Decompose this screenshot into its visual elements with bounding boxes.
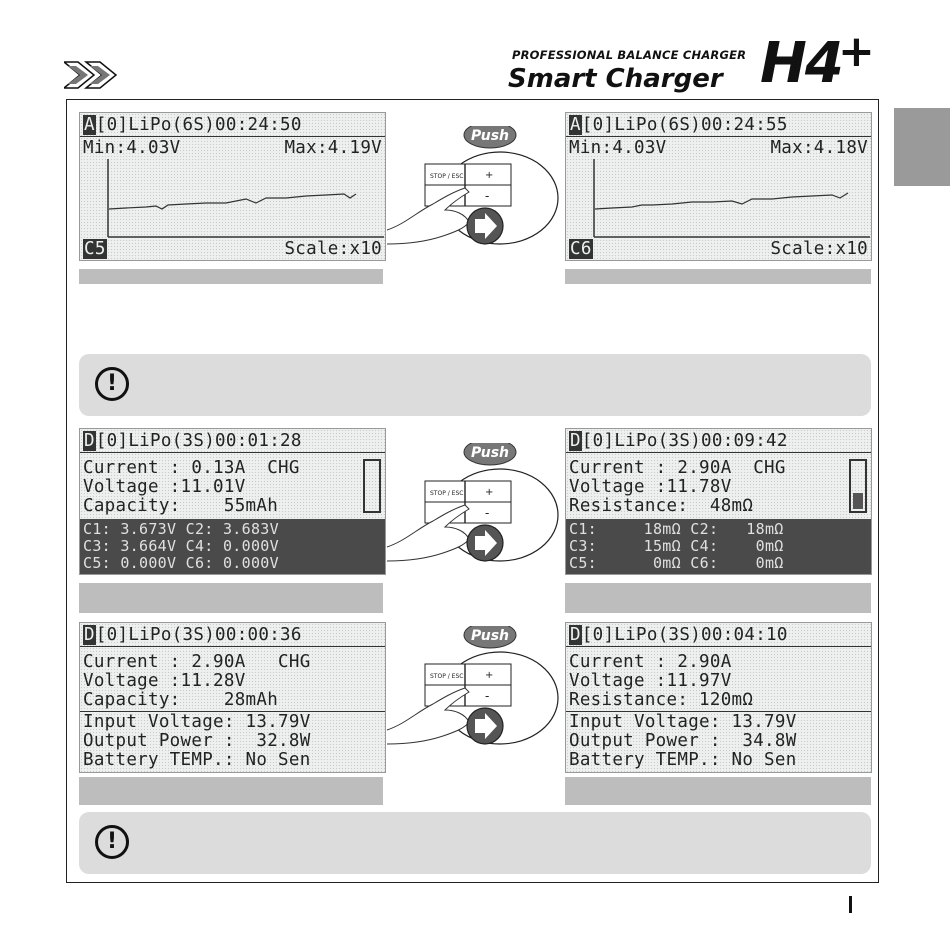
- input-voltage-line: Input Voltage: 13.79V: [83, 712, 311, 732]
- svg-text:-: -: [485, 189, 490, 203]
- min-voltage: Min:4.03V: [569, 138, 667, 158]
- push-label: Push: [470, 628, 510, 644]
- capacity-line: Capacity: 28mAh: [83, 690, 279, 710]
- min-voltage: Min:4.03V: [83, 138, 181, 158]
- brand-title: Smart Charger: [508, 64, 723, 94]
- battery-level-icon: [849, 459, 867, 513]
- screen-title: [0]LiPo(6S)00:24:50: [95, 115, 302, 135]
- cell-resistance-row: C3: 15mΩ C4: 0mΩ: [569, 537, 784, 555]
- battery-temp-line: Battery TEMP.: No Sen: [569, 750, 797, 770]
- capacity-line: Capacity: 55mAh: [83, 496, 279, 516]
- exclamation-circle-icon: !: [95, 825, 129, 859]
- svg-text:STOP / ESC: STOP / ESC: [430, 173, 464, 180]
- channel-badge: D: [84, 431, 95, 451]
- voltage-line: Voltage :11.01V: [83, 477, 246, 497]
- brand-model-plus: +: [838, 26, 875, 77]
- caption-bar: [79, 583, 383, 613]
- push-label: Push: [470, 445, 510, 461]
- channel-badge: A: [570, 115, 581, 135]
- voltage-line: Voltage :11.78V: [569, 477, 732, 497]
- channel-badge: D: [84, 625, 95, 645]
- cell-resistance-row: C5: 0mΩ C6: 0mΩ: [569, 554, 784, 572]
- note-box: [79, 812, 871, 874]
- svg-text:+: +: [485, 487, 494, 498]
- channel-badge: D: [570, 431, 581, 451]
- cell-voltage-row: C3: 3.664V C4: 0.000V: [83, 537, 279, 555]
- lcd-screen-cell-voltages: [79, 428, 386, 575]
- caption-bar: [79, 269, 383, 284]
- caption-bar: [565, 269, 871, 284]
- input-voltage-line: Input Voltage: 13.79V: [569, 712, 797, 732]
- voltage-graph: [106, 159, 384, 239]
- output-power-line: Output Power : 34.8W: [569, 731, 797, 751]
- voltage-graph: [592, 159, 870, 239]
- brand-subtitle: PROFESSIONAL BALANCE CHARGER: [512, 48, 747, 62]
- voltage-line: Voltage :11.28V: [83, 671, 246, 691]
- screen-title: [0]LiPo(3S)00:01:28: [95, 431, 302, 451]
- cell-voltage-row: C5: 0.000V C6: 0.000V: [83, 554, 279, 572]
- svg-text:-: -: [485, 506, 490, 520]
- push-button-illustration: [385, 626, 565, 766]
- battery-level-icon: [363, 459, 381, 513]
- svg-text:+: +: [485, 670, 494, 681]
- screen-title: [0]LiPo(3S)00:09:42: [581, 431, 788, 451]
- screen-title: [0]LiPo(6S)00:24:55: [581, 115, 788, 135]
- lcd-screen-cell-resistance: [565, 428, 872, 575]
- lcd-screen-input-output-resistance: [565, 622, 872, 773]
- scale-label: Scale:x10: [770, 239, 868, 259]
- svg-text:-: -: [485, 689, 490, 703]
- caption-bar: [565, 777, 871, 805]
- double-chevron-icon: [64, 60, 126, 90]
- cell-badge: C5: [84, 239, 106, 259]
- brand-model: H4: [760, 31, 842, 96]
- exclamation-circle-icon: !: [95, 367, 129, 401]
- lcd-screen-input-output: [79, 622, 386, 773]
- page-number-mark: [849, 896, 852, 913]
- note-box: [79, 354, 871, 416]
- push-label: Push: [470, 128, 510, 144]
- battery-temp-line: Battery TEMP.: No Sen: [83, 750, 311, 770]
- screen-title: [0]LiPo(3S)00:04:10: [581, 625, 788, 645]
- cell-badge: C6: [570, 239, 592, 259]
- current-line: Current : 2.90A: [569, 652, 732, 672]
- section-tab: [894, 108, 950, 186]
- lcd-screen-graph-left: [79, 112, 386, 261]
- current-line: Current : 2.90A CHG: [83, 652, 311, 672]
- channel-badge: D: [570, 625, 581, 645]
- current-line: Current : 0.13A CHG: [83, 458, 300, 478]
- screen-title: [0]LiPo(3S)00:00:36: [95, 625, 302, 645]
- push-button-illustration: [385, 443, 565, 583]
- resistance-line: Resistance: 120mΩ: [569, 690, 754, 710]
- current-line: Current : 2.90A CHG: [569, 458, 786, 478]
- output-power-line: Output Power : 32.8W: [83, 731, 311, 751]
- svg-text:STOP / ESC: STOP / ESC: [430, 673, 464, 680]
- cell-resistance-row: C1: 18mΩ C2: 18mΩ: [569, 520, 784, 538]
- push-button-illustration: [385, 126, 565, 266]
- svg-text:STOP / ESC: STOP / ESC: [430, 490, 464, 497]
- lcd-screen-graph-right: [565, 112, 872, 261]
- cell-voltage-row: C1: 3.673V C2: 3.683V: [83, 520, 279, 538]
- voltage-line: Voltage :11.97V: [569, 671, 732, 691]
- max-voltage: Max:4.18V: [770, 138, 868, 158]
- resistance-line: Resistance: 48mΩ: [569, 496, 754, 516]
- caption-bar: [565, 583, 871, 613]
- caption-bar: [79, 777, 383, 805]
- max-voltage: Max:4.19V: [284, 138, 382, 158]
- channel-badge: A: [84, 115, 95, 135]
- svg-text:+: +: [485, 170, 494, 181]
- scale-label: Scale:x10: [284, 239, 382, 259]
